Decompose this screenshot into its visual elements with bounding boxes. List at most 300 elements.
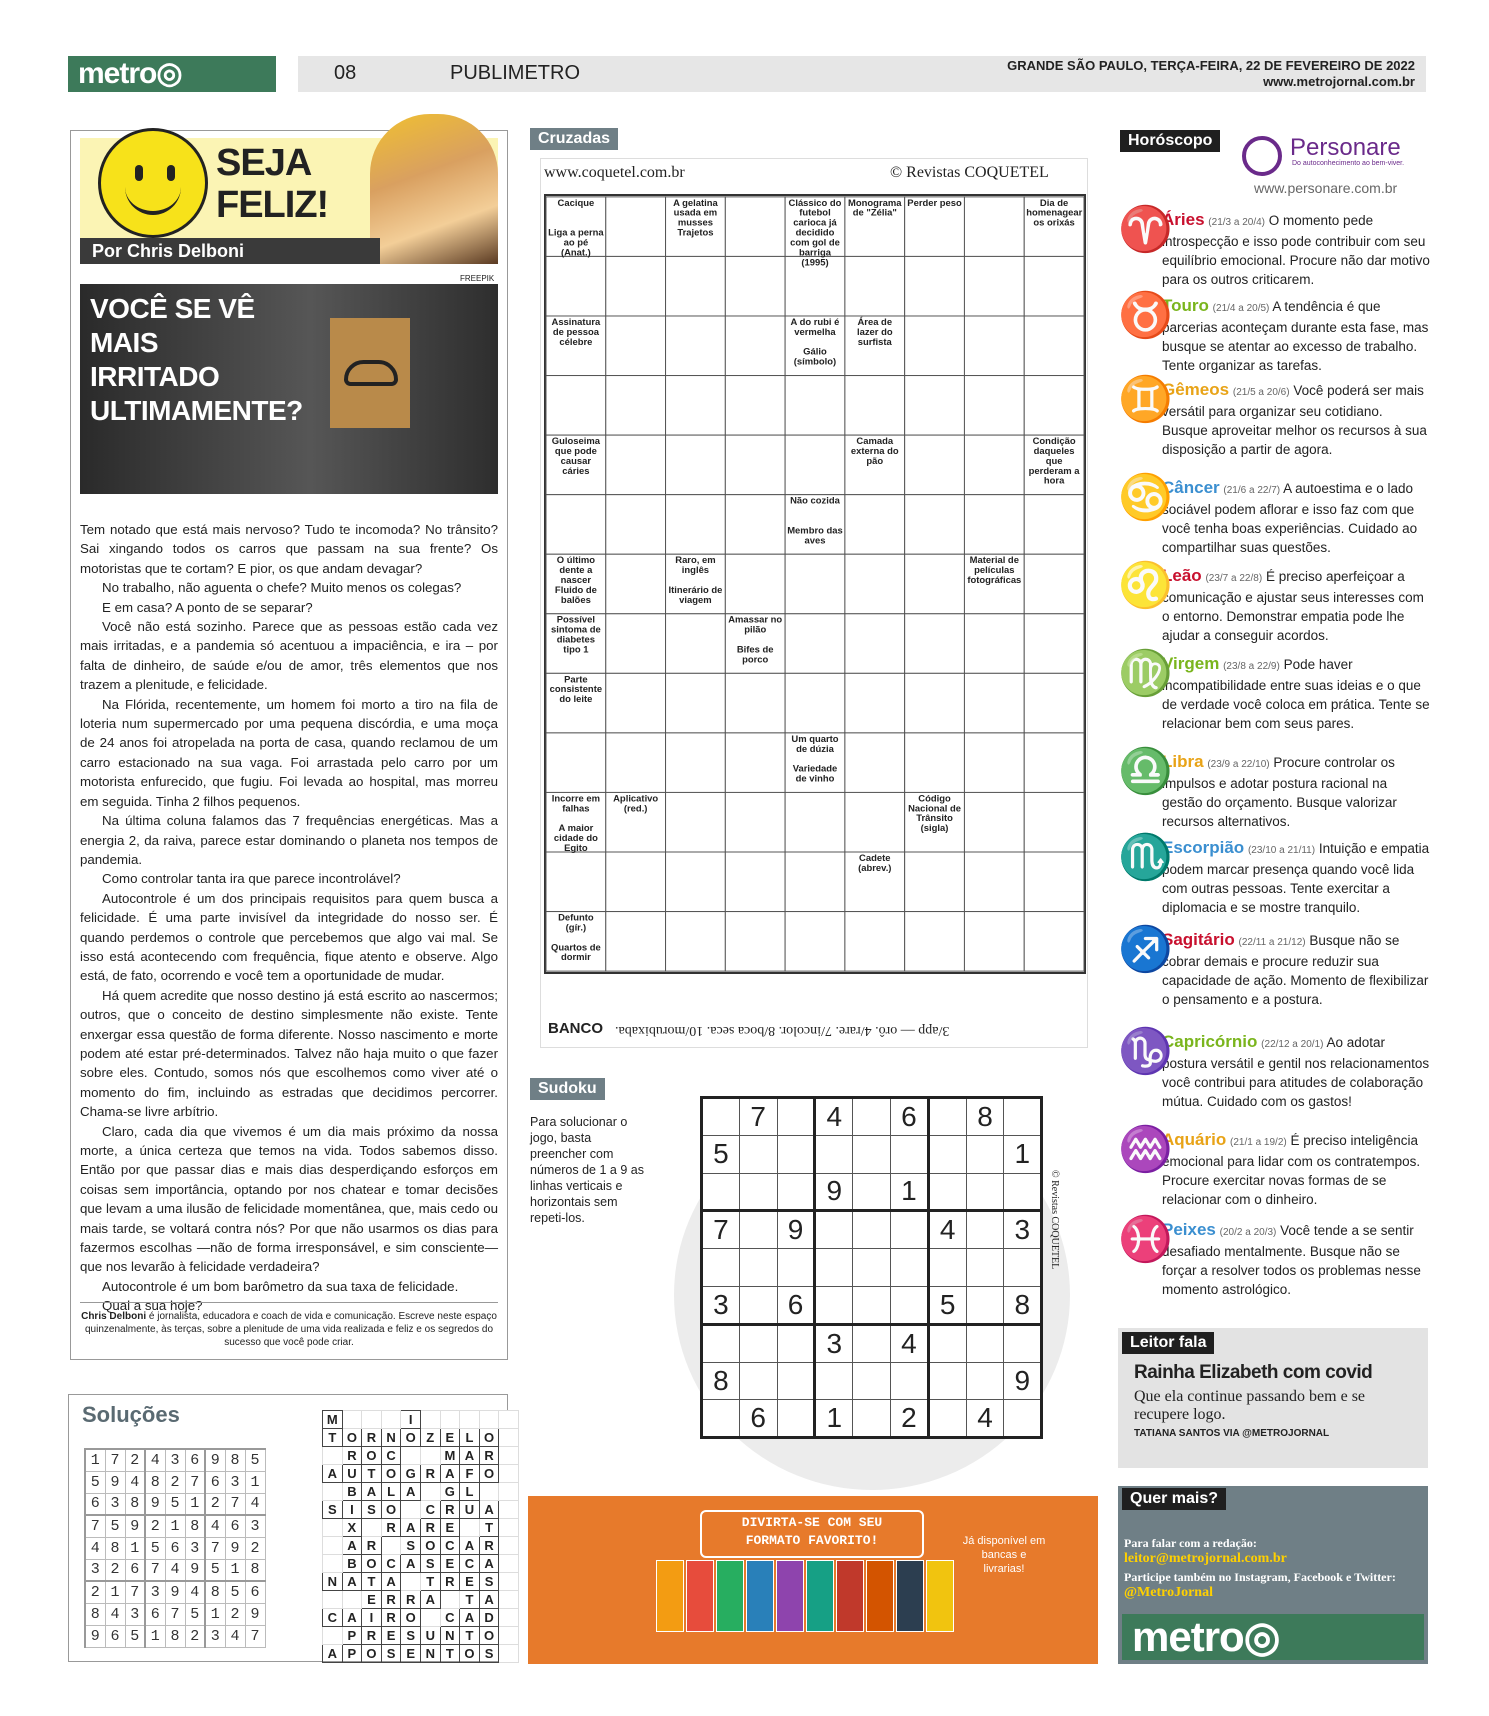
- crossword-cell[interactable]: [905, 376, 965, 436]
- sudoku-cell[interactable]: [815, 1362, 853, 1400]
- solution-row: [85, 1449, 265, 1471]
- crossword-solution-cell: N: [440, 1627, 460, 1645]
- crossword-cell[interactable]: [666, 256, 726, 316]
- crossword-cell[interactable]: [785, 912, 845, 972]
- crossword-solution-cell: T: [323, 1429, 343, 1447]
- crossword-solution-cell: E: [440, 1555, 460, 1573]
- crossword-solution-cell: A: [440, 1465, 460, 1483]
- crossword-solution-cell: O: [362, 1645, 382, 1663]
- solution-cell: 3: [245, 1515, 265, 1537]
- crossword-cell[interactable]: [905, 852, 965, 912]
- sudoku-cell[interactable]: 9: [815, 1173, 853, 1211]
- sudoku-cell[interactable]: [966, 1173, 1004, 1211]
- crossword-cell[interactable]: [606, 912, 666, 972]
- crossword-cell[interactable]: [725, 554, 785, 614]
- crossword-cell[interactable]: [845, 733, 905, 793]
- crossword-cell[interactable]: [1024, 495, 1084, 555]
- crossword-cell[interactable]: [964, 435, 1024, 495]
- crossword-cell[interactable]: [725, 852, 785, 912]
- crossword-cell[interactable]: [1024, 733, 1084, 793]
- sign-text: É preciso inteligência emocional para lidar com os contratempos. Procure exercitar novas formas de se relacionar com o dinheiro.: [1162, 1133, 1421, 1207]
- sign-dates: (21/3 a 20/4): [1208, 217, 1266, 228]
- crossword-cell[interactable]: [845, 792, 905, 852]
- sudoku-cell[interactable]: [739, 1135, 777, 1173]
- crossword-cell[interactable]: [964, 495, 1024, 555]
- sudoku-cell[interactable]: [890, 1249, 928, 1287]
- crossword-solution-cell: N: [381, 1429, 401, 1447]
- sudoku-cell[interactable]: [739, 1173, 777, 1211]
- sudoku-cell[interactable]: 1: [815, 1400, 853, 1438]
- crossword-cell[interactable]: [905, 495, 965, 555]
- crossword-cell[interactable]: [606, 316, 666, 376]
- crossword-solution-cell: A: [342, 1537, 362, 1555]
- crossword-cell[interactable]: [845, 614, 905, 674]
- sudoku-cell[interactable]: [777, 1173, 815, 1211]
- sudoku-cell[interactable]: 8: [1004, 1286, 1042, 1324]
- sudoku-cell[interactable]: [739, 1362, 777, 1400]
- crossword-cell[interactable]: [666, 614, 726, 674]
- sudoku-cell[interactable]: [890, 1362, 928, 1400]
- sign-name: Libra: [1162, 752, 1204, 771]
- solution-cell: 5: [205, 1559, 225, 1581]
- solution-cell: 9: [245, 1603, 265, 1625]
- crossword-cell[interactable]: [1024, 554, 1084, 614]
- crossword-clue: Monograma de "Zélia": [848, 197, 902, 219]
- crossword-cell[interactable]: [606, 554, 666, 614]
- crossword-solution-cell: E: [440, 1519, 460, 1537]
- horoscope-sign: [1118, 375, 1430, 459]
- solution-cell: 6: [225, 1515, 245, 1537]
- crossword-clue: Guloseima que pode causar cáries: [551, 436, 600, 477]
- crossword-solution-cell: U: [420, 1627, 440, 1645]
- sudoku-cell[interactable]: [966, 1135, 1004, 1173]
- page-number: 08: [334, 62, 357, 84]
- sign-dates: (21/4 a 20/5): [1212, 303, 1270, 314]
- crossword-cell[interactable]: [785, 435, 845, 495]
- crossword-solution: [322, 1410, 519, 1663]
- crossword-cell[interactable]: [606, 673, 666, 733]
- crossword-solution-row: [323, 1591, 519, 1609]
- crossword-solution-cell: R: [401, 1591, 421, 1609]
- solution-cell: 4: [85, 1537, 105, 1559]
- solution-cell: 5: [225, 1581, 245, 1603]
- solution-cell: 9: [85, 1625, 105, 1647]
- crossword-cell[interactable]: [606, 256, 666, 316]
- sudoku-cell[interactable]: [928, 1400, 966, 1438]
- crossword-cell[interactable]: [845, 256, 905, 316]
- sudoku-cell[interactable]: [739, 1249, 777, 1287]
- sudoku-cell[interactable]: [928, 1173, 966, 1211]
- crossword-cell[interactable]: [666, 495, 726, 555]
- sudoku-cell[interactable]: [1004, 1400, 1042, 1438]
- paragraph: Você não está sozinho. Parece que as pessoas estão cada vez mais irritadas, e a pandemia só acentuou a impaciência, e ira – por falta de dinheiro, de saúde e/ou de amor, três elementos que nos trazem a plenitude, e felicidade.: [80, 619, 498, 693]
- crossword-solution-cell: I: [362, 1609, 382, 1627]
- sudoku-row: [702, 1098, 1042, 1136]
- crossword-cell[interactable]: [905, 673, 965, 733]
- solution-cell: 4: [165, 1559, 185, 1581]
- crossword-solution-cell: [401, 1501, 421, 1519]
- crossword-solution-cell: N: [420, 1645, 440, 1663]
- crossword-cell[interactable]: [725, 435, 785, 495]
- sudoku-cell[interactable]: [777, 1324, 815, 1362]
- sign-dates: (22/11 a 21/12): [1238, 937, 1306, 948]
- zodiac-icon: ♋: [1118, 473, 1173, 522]
- sudoku-cell[interactable]: [890, 1286, 928, 1324]
- solution-cell: 9: [165, 1581, 185, 1603]
- sign-dates: (23/7 a 22/8): [1205, 573, 1263, 584]
- crossword-cell[interactable]: [785, 852, 845, 912]
- crossword-solution-cell: O: [420, 1537, 440, 1555]
- crossword-cell[interactable]: [606, 495, 666, 555]
- crossword-cell[interactable]: [785, 376, 845, 436]
- crossword-solution-cell: [440, 1591, 460, 1609]
- solution-cell: 5: [85, 1471, 105, 1493]
- crossword-cell[interactable]: [845, 376, 905, 436]
- sudoku-row: [702, 1324, 1042, 1362]
- sudoku-cell[interactable]: [853, 1135, 891, 1173]
- crossword-cell[interactable]: [606, 614, 666, 674]
- sudoku-cell[interactable]: 3: [1004, 1211, 1042, 1249]
- sudoku-cell[interactable]: [777, 1098, 815, 1136]
- crossword-site: www.coquetel.com.br: [544, 164, 685, 181]
- photo-credit: FREEPIK: [460, 274, 495, 283]
- sudoku-cell[interactable]: [853, 1324, 891, 1362]
- crossword-solution-cell: [499, 1573, 519, 1591]
- crossword-cell[interactable]: [1024, 376, 1084, 436]
- sudoku-cell[interactable]: [777, 1249, 815, 1287]
- column-title: SEJA FELIZ!: [216, 142, 329, 226]
- crossword-cell[interactable]: [666, 435, 726, 495]
- crossword-copyright: © Revistas COQUETEL: [890, 164, 1049, 181]
- solution-cell: 8: [205, 1581, 225, 1603]
- crossword-solution-cell: [362, 1411, 382, 1429]
- sudoku-cell[interactable]: [702, 1324, 740, 1362]
- sudoku-cell[interactable]: [815, 1211, 853, 1249]
- crossword-solution-cell: A: [401, 1555, 421, 1573]
- sudoku-cell[interactable]: 3: [702, 1286, 740, 1324]
- crossword-cell[interactable]: [606, 733, 666, 793]
- crossword-cell[interactable]: [606, 435, 666, 495]
- crossword-solution-cell: E: [362, 1591, 382, 1609]
- sudoku-cell[interactable]: [853, 1286, 891, 1324]
- crossword-cell[interactable]: [1024, 912, 1084, 972]
- crossword-solution-cell: R: [420, 1519, 440, 1537]
- sudoku-cell[interactable]: 8: [702, 1362, 740, 1400]
- crossword-cell[interactable]: [964, 256, 1024, 316]
- crossword-cell[interactable]: [725, 495, 785, 555]
- sudoku-cell[interactable]: 5: [928, 1286, 966, 1324]
- sign-dates: (21/5 a 20/6): [1232, 387, 1290, 398]
- crossword-cell[interactable]: [606, 852, 666, 912]
- sudoku-cell[interactable]: [853, 1362, 891, 1400]
- horoscope-tag: Horóscopo: [1120, 130, 1220, 152]
- crossword-solution-cell: [381, 1537, 401, 1555]
- sudoku-cell[interactable]: [966, 1211, 1004, 1249]
- crossword-cell[interactable]: [666, 792, 726, 852]
- crossword-cell[interactable]: [964, 912, 1024, 972]
- sudoku-cell[interactable]: [815, 1249, 853, 1287]
- crossword-cell[interactable]: [725, 792, 785, 852]
- crossword-cell[interactable]: [666, 316, 726, 376]
- sudoku-cell[interactable]: [966, 1362, 1004, 1400]
- crossword-cell[interactable]: [1024, 852, 1084, 912]
- ad-magazines: [656, 1560, 956, 1632]
- social-handle[interactable]: @MetroJornal: [1124, 1585, 1213, 1600]
- crossword-solution-cell: [401, 1447, 421, 1465]
- crossword-cell[interactable]: [905, 316, 965, 376]
- crossword-cell[interactable]: [546, 376, 606, 436]
- crossword-cell[interactable]: [845, 673, 905, 733]
- crossword-cell[interactable]: [666, 912, 726, 972]
- crossword-cell[interactable]: [964, 792, 1024, 852]
- crossword-cell[interactable]: [1024, 614, 1084, 674]
- crossword-solution-cell: [420, 1411, 440, 1429]
- sudoku-cell[interactable]: 6: [739, 1400, 777, 1438]
- zodiac-icon: ♊: [1118, 375, 1173, 424]
- sudoku-cell[interactable]: [777, 1135, 815, 1173]
- sign-name: Touro: [1162, 296, 1209, 315]
- crossword-solution-cell: O: [381, 1501, 401, 1519]
- crossword-solution-cell: [499, 1609, 519, 1627]
- sudoku-cell[interactable]: 3: [815, 1324, 853, 1362]
- personare-url[interactable]: www.personare.com.br: [1254, 180, 1398, 196]
- solution-row: [85, 1625, 265, 1647]
- sudoku-cell[interactable]: 2: [890, 1400, 928, 1438]
- horoscope-sign: [1118, 747, 1430, 831]
- crossword-clue: Possível sintoma de diabetes tipo 1: [550, 614, 601, 656]
- crossword-cell[interactable]: [785, 792, 845, 852]
- crossword-cell[interactable]: [905, 733, 965, 793]
- crossword-solution-cell: T: [362, 1465, 382, 1483]
- sudoku-cell[interactable]: [928, 1362, 966, 1400]
- solution-cell: 2: [105, 1559, 125, 1581]
- crossword-cell[interactable]: [1024, 673, 1084, 733]
- solutions-title: Soluções: [82, 1402, 180, 1427]
- metro-logo[interactable]: metro◎: [68, 56, 276, 92]
- crossword-clue: Itinerário de viagem: [668, 584, 723, 606]
- sudoku-cell[interactable]: 4: [928, 1211, 966, 1249]
- crossword-solution-cell: [323, 1483, 343, 1501]
- sudoku-cell[interactable]: [1004, 1249, 1042, 1287]
- crossword-cell[interactable]: [964, 197, 1024, 257]
- crossword-cell[interactable]: [964, 376, 1024, 436]
- solution-cell: 4: [105, 1603, 125, 1625]
- crossword-cell[interactable]: [785, 673, 845, 733]
- solution-cell: 8: [145, 1471, 165, 1493]
- sudoku-cell[interactable]: [1004, 1098, 1042, 1136]
- crossword-clue: Liga a perna ao pé (Anat.): [548, 227, 604, 259]
- crossword-cell[interactable]: [546, 495, 606, 555]
- crossword-cell[interactable]: [905, 912, 965, 972]
- sudoku-cell[interactable]: [890, 1211, 928, 1249]
- solution-cell: 6: [185, 1449, 205, 1471]
- crossword-cell[interactable]: [785, 554, 845, 614]
- sudoku-cell[interactable]: [702, 1098, 740, 1136]
- sudoku-cell[interactable]: 9: [1004, 1362, 1042, 1400]
- sudoku-cell[interactable]: [815, 1286, 853, 1324]
- sudoku-cell[interactable]: 4: [966, 1400, 1004, 1438]
- crossword-cell[interactable]: [546, 256, 606, 316]
- crossword-cell[interactable]: [666, 673, 726, 733]
- site-url[interactable]: www.metrojornal.com.br: [1263, 74, 1415, 89]
- crossword-clue: Amassar no pilão: [728, 614, 783, 636]
- solution-cell: 1: [145, 1625, 165, 1647]
- crossword-cell[interactable]: [1024, 256, 1084, 316]
- sign-name: Leão: [1162, 566, 1202, 585]
- metro-footer-logo[interactable]: metro◎: [1122, 1614, 1424, 1660]
- crossword-solution-cell: [460, 1519, 480, 1537]
- crossword-solution-cell: R: [420, 1465, 440, 1483]
- solution-cell: 8: [165, 1625, 185, 1647]
- crossword-clue: Perder peso: [907, 197, 962, 209]
- crossword-solution-cell: S: [401, 1627, 421, 1645]
- photo-title: VOCÊ SE VÊ MAIS IRRITADO ULTIMAMENTE?: [90, 293, 303, 426]
- crossword-cell[interactable]: [725, 912, 785, 972]
- paragraph: Autocontrole é um dos principais requisitos para quem busca a felicidade. É uma parte invisível da integridade do nosso ser. É quando perdemos o controle que percebemos que algo vai mal. Se isso está acontecendo com frequência, fique atento e observe. Algo está, de fato, ocorrendo e você tem a oportunidade de mudar.: [80, 890, 498, 984]
- crossword-solution-cell: E: [401, 1645, 421, 1663]
- crossword-cell[interactable]: [725, 673, 785, 733]
- crossword-cell[interactable]: [905, 435, 965, 495]
- sudoku-cell[interactable]: 6: [777, 1286, 815, 1324]
- solution-cell: 2: [245, 1537, 265, 1559]
- sudoku-cell[interactable]: [928, 1324, 966, 1362]
- sudoku-cell[interactable]: [777, 1400, 815, 1438]
- sudoku-cell[interactable]: 4: [890, 1324, 928, 1362]
- solution-row: [85, 1493, 265, 1515]
- crossword-cell[interactable]: [1024, 792, 1084, 852]
- sudoku-cell[interactable]: 1: [890, 1173, 928, 1211]
- crossword-solution-row: [323, 1555, 519, 1573]
- sudoku-cell[interactable]: [739, 1211, 777, 1249]
- crossword-cell[interactable]: [964, 316, 1024, 376]
- crossword-grid[interactable]: [544, 194, 1086, 974]
- sudoku-cell[interactable]: [853, 1249, 891, 1287]
- sudoku-cell[interactable]: 9: [777, 1211, 815, 1249]
- crossword-cell[interactable]: [725, 256, 785, 316]
- crossword-clue: Quartos de dormir: [550, 942, 601, 964]
- crossword-cell[interactable]: [1024, 316, 1084, 376]
- sudoku-cell[interactable]: [853, 1173, 891, 1211]
- sign-text: Pode haver incompatibilidade entre suas ideias e o que de verdade você coloca em prática. Tente se relacionar bem com seus pares.: [1162, 657, 1430, 731]
- sudoku-grid[interactable]: [700, 1096, 1043, 1439]
- crossword-solution-cell: R: [381, 1519, 401, 1537]
- sudoku-cell[interactable]: [777, 1362, 815, 1400]
- crossword-clue: Membro das aves: [787, 525, 843, 547]
- crossword-cell[interactable]: [725, 733, 785, 793]
- crossword-cell[interactable]: [725, 376, 785, 436]
- solution-cell: 5: [125, 1625, 145, 1647]
- crossword-cell[interactable]: [666, 733, 726, 793]
- crossword-cell[interactable]: [725, 197, 785, 257]
- crossword-solution-cell: [499, 1519, 519, 1537]
- crossword-cell[interactable]: [905, 614, 965, 674]
- sudoku-cell[interactable]: [702, 1400, 740, 1438]
- sudoku-cell[interactable]: [702, 1173, 740, 1211]
- crossword-cell[interactable]: [964, 733, 1024, 793]
- solution-cell: 3: [165, 1449, 185, 1471]
- sudoku-cell[interactable]: 4: [815, 1098, 853, 1136]
- solution-row: [85, 1515, 265, 1537]
- crossword-solution-cell: [342, 1591, 362, 1609]
- crossword-cell[interactable]: [546, 733, 606, 793]
- crossword-solution-cell: R: [440, 1501, 460, 1519]
- solution-cell: 3: [85, 1559, 105, 1581]
- solution-row: [85, 1537, 265, 1559]
- crossword-solution-cell: [362, 1519, 382, 1537]
- crossword-cell[interactable]: [606, 376, 666, 436]
- crossword-clue: Condição daqueles que perderam a hora: [1028, 436, 1080, 487]
- sudoku-cell[interactable]: [928, 1098, 966, 1136]
- sudoku-cell[interactable]: 5: [702, 1135, 740, 1173]
- sudoku-cell[interactable]: 6: [890, 1098, 928, 1136]
- crossword-cell[interactable]: [845, 912, 905, 972]
- sudoku-cell[interactable]: [966, 1249, 1004, 1287]
- contact-email[interactable]: leitor@metrojornal.com.br: [1124, 1551, 1287, 1566]
- sudoku-cell[interactable]: [966, 1324, 1004, 1362]
- crossword-cell[interactable]: [666, 852, 726, 912]
- sudoku-cell[interactable]: [739, 1324, 777, 1362]
- crossword-cell[interactable]: [964, 614, 1024, 674]
- solution-cell: 3: [205, 1625, 225, 1647]
- sign-text: O momento pede introspecção e isso pode contribuir com seu equilíbrio emocional. Procure não dar motivo para os outros criticarem.: [1162, 213, 1430, 287]
- sudoku-cell[interactable]: [1004, 1324, 1042, 1362]
- crossword-cell[interactable]: [905, 554, 965, 614]
- crossword-cell[interactable]: [845, 495, 905, 555]
- crossword-cell[interactable]: [845, 554, 905, 614]
- solution-cell: 2: [205, 1493, 225, 1515]
- crossword-solution-cell: O: [460, 1645, 480, 1663]
- sudoku-cell[interactable]: [890, 1135, 928, 1173]
- sign-text: A tendência é que parcerias aconteçam durante esta fase, mas busque se atentar ao excesso de trabalho. Tente organizar as tarefas.: [1162, 299, 1429, 373]
- crossword-cell[interactable]: [546, 852, 606, 912]
- sudoku-cell[interactable]: [928, 1135, 966, 1173]
- crossword-cell[interactable]: [725, 316, 785, 376]
- sudoku-cell[interactable]: [815, 1135, 853, 1173]
- banco-label: BANCO: [548, 1020, 603, 1037]
- crossword-solution-cell: T: [420, 1573, 440, 1591]
- sudoku-cell[interactable]: 7: [739, 1098, 777, 1136]
- crossword-solution-cell: R: [342, 1447, 362, 1465]
- sudoku-cell[interactable]: [928, 1249, 966, 1287]
- sudoku-cell[interactable]: [966, 1286, 1004, 1324]
- sudoku-cell[interactable]: [853, 1400, 891, 1438]
- sign-text: Procure controlar os impulsos e adotar postura racional na gestão do orçamento. Busque valorizar recursos alternativos.: [1162, 755, 1397, 829]
- crossword-cell[interactable]: [964, 673, 1024, 733]
- sudoku-cell[interactable]: 8: [966, 1098, 1004, 1136]
- sudoku-cell[interactable]: [853, 1098, 891, 1136]
- solution-cell: 6: [85, 1493, 105, 1515]
- sudoku-cell[interactable]: [739, 1286, 777, 1324]
- sudoku-cell[interactable]: [702, 1249, 740, 1287]
- crossword-solution-cell: [499, 1483, 519, 1501]
- paragraph: Claro, cada dia que vivemos é um dia mais próximo da nossa morte, a única certeza que temos na vida. Todos sabemos disso. Então por que passar dias e mais dias desperdiçando esforços em coisas sem importância, optando por nos chatear e tomar decisões que levam a uma ilusão de felicidade momentânea, que, mais cedo ou mais tarde, se voltará contra nós? Por que não usarmos os dias para fazermos escolhas —não de forma irresponsável, e sim consciente— que nos levarão à felicidade verdadeira?: [80, 1123, 498, 1275]
- solution-cell: 9: [145, 1493, 165, 1515]
- sudoku-cell[interactable]: [1004, 1173, 1042, 1211]
- crossword-solution-cell: A: [420, 1591, 440, 1609]
- crossword-cell[interactable]: [606, 197, 666, 257]
- sudoku-cell[interactable]: 1: [1004, 1135, 1042, 1173]
- crossword-solution-cell: P: [342, 1645, 362, 1663]
- crossword-solution-cell: E: [381, 1627, 401, 1645]
- crossword-cell[interactable]: [964, 852, 1024, 912]
- crossword-solution-cell: S: [479, 1573, 499, 1591]
- crossword-cell[interactable]: [666, 376, 726, 436]
- sudoku-cell[interactable]: 7: [702, 1211, 740, 1249]
- sudoku-cell[interactable]: [853, 1211, 891, 1249]
- horoscope-sign: [1118, 925, 1430, 1009]
- crossword-cell[interactable]: [905, 256, 965, 316]
- crossword-cell[interactable]: [785, 614, 845, 674]
